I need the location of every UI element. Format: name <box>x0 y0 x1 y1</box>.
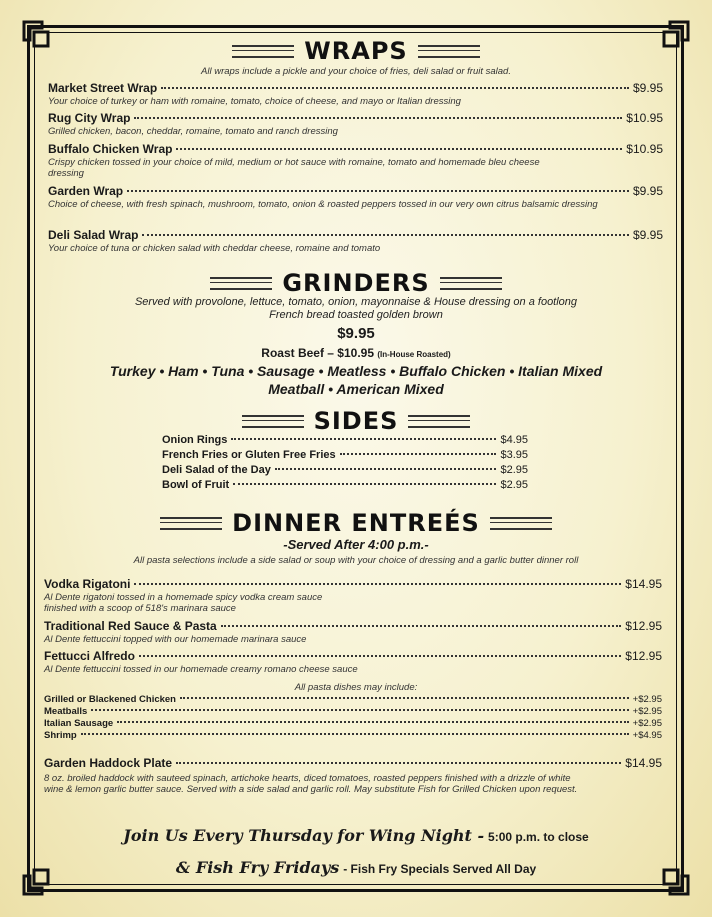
item-name: Garden Haddock Plate <box>44 756 173 770</box>
item-price: $9.95 <box>632 228 663 242</box>
side-item <box>162 464 528 476</box>
heading-rule <box>418 45 480 58</box>
entrees-heading <box>0 508 712 537</box>
item-description: Grilled chicken, bacon, cheddar, romaine, tomato and ranch dressing <box>48 126 338 137</box>
leader-dots <box>91 709 628 711</box>
grinders-note-line: French bread toasted golden brown <box>269 309 443 321</box>
leader-dots <box>233 483 496 485</box>
leader-dots <box>231 438 496 440</box>
heading-rule <box>440 277 502 290</box>
entrees-title: DINNER ENTREÉS <box>232 509 480 537</box>
item-description: 8 oz. broiled haddock with sauteed spinach, artichoke hearts, diced tomatoes, roasted peppers finished with a drizzle of white wine & lemon garlic butter sauce. Served with a side salad and garlic roll. May substitute Fish for Grilled Chicken upon request. <box>44 773 578 795</box>
heading-rule <box>490 517 552 530</box>
leader-dots <box>139 655 621 657</box>
leader-dots <box>176 148 622 150</box>
item-name: Market Street Wrap <box>48 81 158 95</box>
item-name: Shrimp <box>44 730 77 741</box>
leader-dots <box>81 733 629 735</box>
item-price: $12.95 <box>625 619 662 633</box>
sides-heading <box>0 406 712 435</box>
addon-item <box>44 706 662 717</box>
side-item <box>162 434 528 446</box>
item-name: Deli Salad of the Day <box>162 464 271 476</box>
heading-rule <box>232 45 294 58</box>
item-price: +$2.95 <box>632 706 662 717</box>
leader-dots <box>275 468 497 470</box>
item-description: Al Dente fettuccini topped with our homemade marinara sauce <box>44 634 307 645</box>
item-description: Al Dente rigatoni tossed in a homemade spicy vodka cream sauce finished with a scoop of 518's marinara sauce <box>44 592 323 614</box>
item-price: $2.95 <box>500 464 528 476</box>
roast-beef-note: (In-House Roasted) <box>377 350 451 359</box>
leader-dots <box>176 762 621 764</box>
menu-item <box>48 184 663 198</box>
wraps-note: All wraps include a pickle and your choice of fries, deli salad or fruit salad. <box>201 66 511 77</box>
item-price: $14.95 <box>625 577 662 591</box>
grinders-price: $9.95 <box>337 325 375 342</box>
leader-dots <box>134 583 621 585</box>
heading-rule <box>210 277 272 290</box>
leader-dots <box>127 190 629 192</box>
item-name: French Fries or Gluten Free Fries <box>162 449 336 461</box>
addon-item <box>44 718 662 729</box>
sides-title: SIDES <box>313 407 399 435</box>
item-name: Deli Salad Wrap <box>48 228 139 242</box>
wraps-heading <box>0 36 712 65</box>
heading-rule <box>408 415 470 428</box>
menu-item <box>48 228 663 242</box>
grinders-heading <box>0 268 712 297</box>
item-price: $10.95 <box>626 142 663 156</box>
wraps-title: WRAPS <box>304 37 408 65</box>
entrees-note: All pasta selections include a side salad or soup with your choice of dressing and a garlic butter dinner roll <box>133 555 579 566</box>
wing-night-time: 5:00 p.m. to close <box>488 830 589 844</box>
item-name: Rug City Wrap <box>48 111 131 125</box>
leader-dots <box>340 453 497 455</box>
wing-night-line <box>0 826 712 845</box>
item-name: Italian Sausage <box>44 718 114 729</box>
fish-fry-script: & Fish Fry Fridays <box>175 858 340 877</box>
heading-rule <box>242 415 304 428</box>
item-price: $2.95 <box>500 479 528 491</box>
addons-title: All pasta dishes may include: <box>294 682 418 693</box>
item-name: Fettucci Alfredo <box>44 649 135 663</box>
leader-dots <box>180 697 629 699</box>
item-description: Your choice of tuna or chicken salad with cheddar cheese, romaine and tomato <box>48 243 381 254</box>
varieties-line: Turkey • Ham • Tuna • Sausage • Meatless • Buffalo Chicken • Italian Mixed <box>109 363 603 379</box>
item-name: Grilled or Blackened Chicken <box>44 694 176 705</box>
fish-fry-line <box>0 858 712 877</box>
grinders-title: GRINDERS <box>282 269 430 297</box>
item-name: Garden Wrap <box>48 184 124 198</box>
item-name: Bowl of Fruit <box>162 479 230 491</box>
side-item <box>162 449 528 461</box>
leader-dots <box>161 87 629 89</box>
item-price: +$4.95 <box>632 730 662 741</box>
item-name: Buffalo Chicken Wrap <box>48 142 173 156</box>
entree-item <box>44 577 662 591</box>
roast-beef-line <box>0 346 712 360</box>
item-description: Crispy chicken tossed in your choice of mild, medium or hot sauce with romaine, tomato and homemade bleu cheese dressing <box>48 157 540 179</box>
item-description: Choice of cheese, with fresh spinach, mushroom, tomato, onion & roasted peppers tossed in our very own citrus balsamic dressing <box>48 199 598 210</box>
item-price: $4.95 <box>500 434 528 446</box>
item-price: $10.95 <box>626 111 663 125</box>
item-price: $9.95 <box>632 184 663 198</box>
item-price: $9.95 <box>632 81 663 95</box>
addon-item <box>44 694 662 705</box>
varieties-line: Meatball • American Mixed <box>268 381 444 397</box>
entrees-subtitle: -Served After 4:00 p.m.- <box>283 537 429 552</box>
item-name: Vodka Rigatoni <box>44 577 131 591</box>
item-price: $12.95 <box>625 649 662 663</box>
entree-item <box>44 619 662 633</box>
item-name: Onion Rings <box>162 434 228 446</box>
grinders-note <box>0 296 712 322</box>
entree-item <box>44 756 662 770</box>
wing-night-script: Join Us Every Thursday for Wing Night - <box>123 826 485 845</box>
entree-item <box>44 649 662 663</box>
item-price: $3.95 <box>500 449 528 461</box>
leader-dots <box>221 625 622 627</box>
leader-dots <box>142 234 628 236</box>
item-name: Traditional Red Sauce & Pasta <box>44 619 217 633</box>
item-description: Your choice of turkey or ham with romaine, tomato, choice of cheese, and mayo or Italian dressing <box>48 96 461 107</box>
fish-fry-text: - Fish Fry Specials Served All Day <box>343 862 537 876</box>
heading-rule <box>160 517 222 530</box>
menu-item <box>48 142 663 156</box>
item-price: +$2.95 <box>632 694 662 705</box>
grinder-varieties <box>0 362 712 398</box>
item-name: Meatballs <box>44 706 88 717</box>
menu-item <box>48 111 663 125</box>
menu-item <box>48 81 663 95</box>
roast-beef-price: Roast Beef – $10.95 <box>261 346 375 360</box>
leader-dots <box>117 721 629 723</box>
side-item <box>162 479 528 491</box>
item-price: $14.95 <box>625 756 662 770</box>
item-price: +$2.95 <box>632 718 662 729</box>
leader-dots <box>134 117 622 119</box>
item-description: Al Dente fettuccini tossed in our homemade creamy romano cheese sauce <box>44 664 358 675</box>
grinders-note-line: Served with provolone, lettuce, tomato, onion, mayonnaise & House dressing on a footlong <box>134 296 578 308</box>
addon-item <box>44 730 662 741</box>
